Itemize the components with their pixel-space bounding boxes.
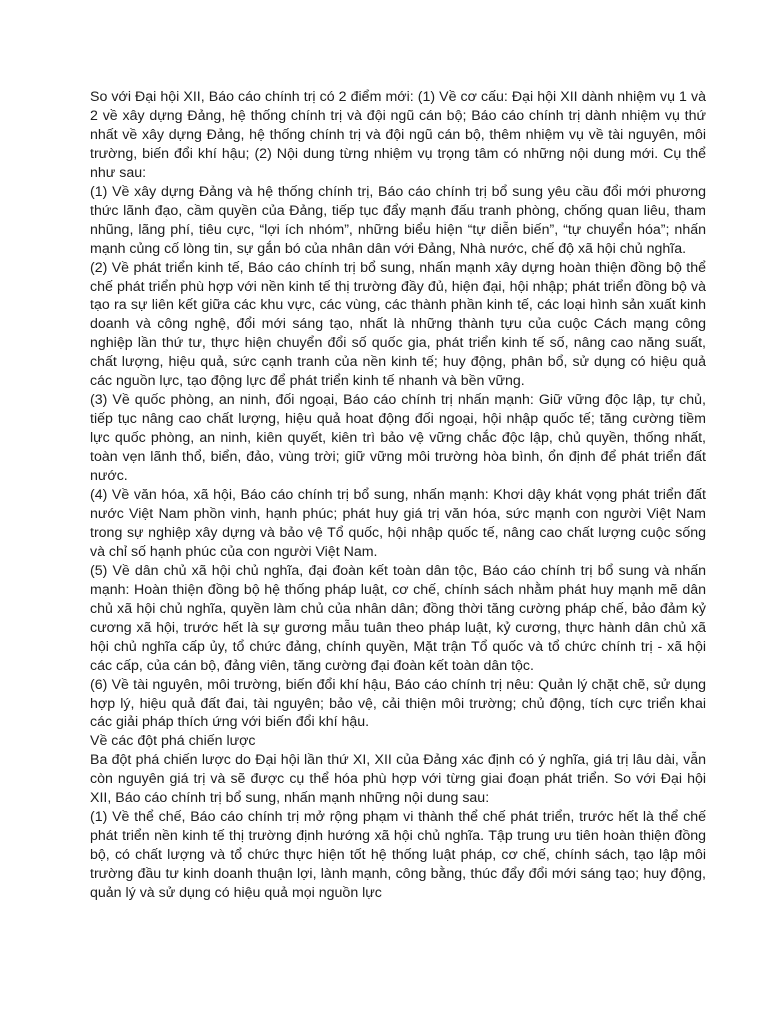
breakthroughs-intro-paragraph: Ba đột phá chiến lược do Đại hội lần thứ XI, XII của Đảng xác định có ý nghĩa, giá trị lâu dài, vẫn còn nguyên giá trị và sẽ được cụ thể hóa phù hợp với từng giai đoạn phát triển. So với Đại hội XII, Báo cáo chính trị bổ sung, nhấn mạnh những nội dung sau: [90,752,706,807]
economic-development-paragraph: (2) Về phát triển kinh tế, Báo cáo chính trị bổ sung, nhấn mạnh xây dựng hoàn thiện đồng bộ thể chế phát triển phù hợp với nền kinh tế thị trường đầy đủ, hiện đại, hội nhập; phát triển đồng bộ và tạo ra sự liên kết giữa các khu vực, các vùng, các thành phần kinh tế, các loại hình sản xuất kinh doanh và công nghệ, đổi mới sáng tạo, nhất là những thành tựu của cuộc Cách mạng công nghiệp lần thứ tư, thực hiện chuyển đổi số quốc gia, phát triển kinh tế số, nâng cao năng suất, chất lượng, hiệu quả, sức cạnh tranh của nền kinh tế; huy động, phân bổ, sử dụng có hiệu quả các nguồn lực, tạo động lực để phát triển kinh tế nhanh và bền vững. [90,259,706,390]
defense-security-paragraph: (3) Về quốc phòng, an ninh, đối ngoại, Báo cáo chính trị nhấn mạnh: Giữ vững độc lập, tự chủ, tiếp tục nâng cao chất lượng, hiệu quả hoat động đối ngoại, hội nhập quốc tế; tăng cường tiềm lực quốc phòng, an ninh, kiên quyết, kiên trì bảo vệ vững chắc độc lập, chủ quyền, thống nhất, toàn vẹn lãnh thổ, biển, đảo, vùng trời; giữ vững môi trường hòa bình, ổn định để phát triển đất nước. [90,392,706,485]
intro-paragraph: So với Đại hội XII, Báo cáo chính trị có 2 điểm mới: (1) Về cơ cấu: Đại hội XII dành nhiệm vụ 1 và 2 về xây dựng Đảng, hệ thống chính trị và đội ngũ cán bộ; Báo cáo chính trị dành nhiệm vụ thứ nhất về xây dựng Đảng, hệ thống chính trị và đội ngũ cán bộ, thêm nhiệm vụ về tài nguyên, môi trường, biến đổi khí hậu; (2) Nội dung từng nhiệm vụ trọng tâm có những nội dung mới. Cụ thể như sau: [90,89,706,181]
democracy-unity-paragraph: (5) Về dân chủ xã hội chủ nghĩa, đại đoàn kết toàn dân tộc, Báo cáo chính trị bổ sung và nhấn mạnh: Hoàn thiện đồng bộ hệ thống pháp luật, cơ chế, chính sách nhằm phát huy mạnh mẽ dân chủ xã hội chủ nghĩa, quyền làm chủ của nhân dân; đồng thời tăng cường pháp chế, bảo đảm kỷ cương xã hội, trước hết là sự gương mẫu tuân theo pháp luật, kỷ cương, thực hành dân chủ xã hội chủ nghĩa cấp ủy, tổ chức đảng, chính quyền, Mặt trận Tổ quốc và tổ chức chính trị - xã hội các cấp, của cán bộ, đảng viên, tăng cường đại đoàn kết toàn dân tộc. [90,562,706,674]
environment-paragraph: (6) Về tài nguyên, môi trường, biến đổi khí hậu, Báo cáo chính trị nêu: Quản lý chặt chẽ, sử dụng hợp lý, hiệu quả đất đai, tài nguyên; bảo vệ, cải thiện môi trường; chủ động, tích cực triển khai các giải pháp thích ứng với biến đổi khí hậu. [90,676,706,731]
institutions-paragraph: (1) Về thể chế, Báo cáo chính trị mở rộng phạm vi thành thể chế phát triển, trước hết là thể chế phát triển nền kinh tế thị trường định hướng xã hội chủ nghĩa. Tập trung ưu tiên hoàn thiện đồng bộ, có chất lượng và tổ chức thực hiện tốt hệ thống luật pháp, cơ chế, chính sách, tạo lập môi trường đầu tư kinh doanh thuận lợi, lành mạnh, công bằng, thúc đẩy đổi mới sáng tạo; huy động, quản lý và sử dụng có hiệu quả mọi nguồn lực [90,809,706,902]
culture-society-paragraph: (4) Về văn hóa, xã hội, Báo cáo chính trị bổ sung, nhấn mạnh: Khơi dậy khát vọng phát triển đất nước Việt Nam phồn vinh, hạnh phúc; phát huy giá trị văn hóa, sức mạnh con người Việt Nam trong sự nghiệp xây dựng và bảo vệ Tổ quốc, hội nhập quốc tế, nâng cao chất lượng cuộc sống và chỉ số hạnh phúc của con người Việt Nam. [90,487,706,560]
document-body [90,88,706,903]
party-building-paragraph: (1) Về xây dựng Đảng và hệ thống chính trị, Báo cáo chính trị bổ sung yêu cầu đổi mới phương thức lãnh đạo, cầm quyền của Đảng, tiếp tục đẩy mạnh đấu tranh phòng, chống quan liêu, tham nhũng, lãng phí, tiêu cực, “lợi ích nhóm”, những biểu hiện “tự diễn biến”, “tự chuyển hóa”; nhấn mạnh củng cố lòng tin, sự gắn bó của nhân dân với Đảng, Nhà nước, chế độ xã hội chủ nghĩa. [90,183,706,257]
section-heading: Về các đột phá chiến lược [90,733,256,750]
